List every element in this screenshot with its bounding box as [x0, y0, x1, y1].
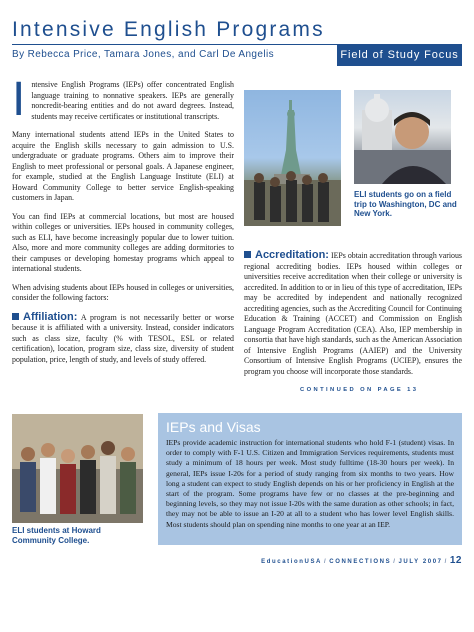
page-title: Intensive English Programs: [12, 18, 325, 41]
accreditation-heading: Accreditation:: [255, 249, 329, 261]
right-column: [244, 250, 462, 377]
square-bullet-icon: [12, 313, 19, 320]
square-bullet-icon: [244, 251, 251, 258]
accreditation-paragraph: [244, 250, 462, 377]
author-byline: By Rebecca Price, Tamara Jones, and Carl De Angelis: [12, 49, 275, 60]
affiliation-paragraph: [12, 312, 234, 366]
washington-caption: ELI students go on a field trip to Washington, DC and New York.: [354, 190, 457, 219]
visas-text: IEPs provide academic instruction for international students who hold F-1 (student) visas. In order to comply with F-1 U.S. Citizen and Immigration Services requirements, students must study a minimum of 18 hours per week. Most study fulltime (18-30 hours per week). In general, IEPs issue I-20s for a period of study ranging from six months to two years. How long a student can expect to study English depends on his or her proficiency in English at the start of the program. Some programs have few or no classes at the pre-beginning and beginning levels, so they may not issue I-20s with the same duration as other schools; in fact, they may not be able to issue an I-20 at all to a student who has lower level English skills. Most students should plan on spending nine months to one year at an IEP.: [166, 438, 454, 529]
affiliation-heading: Affiliation:: [23, 310, 78, 323]
page-footer: EducationUSA / CONNECTIONS / JULY 2007 / 12: [261, 555, 462, 566]
intro-text: ntensive English Programs (IEPs) offer concentrated English language training to nonnative speakers. IEPs are generally noncredit-bearing entities and do not award degrees. Instead, students may receive certificates or institutional transcripts.: [31, 80, 234, 121]
publication-name: EducationUSA: [261, 559, 322, 565]
statue-of-liberty-photo: [244, 90, 341, 226]
visas-heading: IEPs and Visas: [166, 419, 261, 435]
body-paragraph: You can find IEPs at commercial locations, but most are housed within colleges or universities. IEPs housed in community colleges, such as ELI, have become increasingly popular due to lower tuition. Also, more and more community colleges are adding dormitories to their campuses or developing homestay programs which appeal to international students.: [12, 211, 234, 273]
issue-name: CONNECTIONS: [329, 559, 392, 565]
continued-note: CONTINUED ON PAGE 13: [300, 387, 419, 393]
issue-date: JULY 2007: [398, 559, 443, 565]
drop-cap: I: [12, 73, 26, 126]
body-paragraph: Many international students attend IEPs in the United States to acquire the English skills necessary to gain admission to U.S. undergraduate or graduate programs. Others aim to improve their English to meet professional or personal goals. A Japanese engineer, for example, studied at the English Language Institute (ELI) at Howard Community College to better service English-speaking customers in Japan.: [12, 130, 234, 202]
howard-students-photo: [12, 414, 143, 523]
section-label: Field of Study Focus: [337, 44, 462, 66]
page-number: 12: [449, 555, 462, 566]
washington-student-photo: [354, 90, 451, 184]
intro-paragraph: [12, 73, 234, 126]
accreditation-text: IEPs obtain accreditation through various regional accrediting bodies. IEPs housed within colleges or universities receive accreditation when their college or university is accredited. In addition to or in lieu of this type of accreditation, IEPs may be accredited by independent and nationally recognized accrediting agencies, such as the Accrediting Council for Continuing Education & Training (ACCET) and Commission on English Language Program Accreditation (CEA). Also, IEP membership in consortia that have high standards, such as the American Association of Intensive English Programs (AAIEP) and the University Consortium of Intensive English Programs (UCIEP), ensures the program you choose will incorporate those standards.: [244, 251, 462, 376]
left-column: [12, 73, 234, 373]
body-paragraph: When advising students about IEPs housed in colleges or universities, consider the following factors:: [12, 282, 234, 302]
howard-caption: ELI students at Howard Community College.: [12, 526, 101, 545]
affiliation-text: A program is not necessarily better or worse because it is affiliated with a university. Instead, consider indicators such as class size, faculty (% with TESOL, ESL or related certification), location, program size, class size, diversity of student population, price, length of study, and levels of study offered.: [12, 312, 234, 364]
visas-sidebar: [158, 413, 462, 545]
